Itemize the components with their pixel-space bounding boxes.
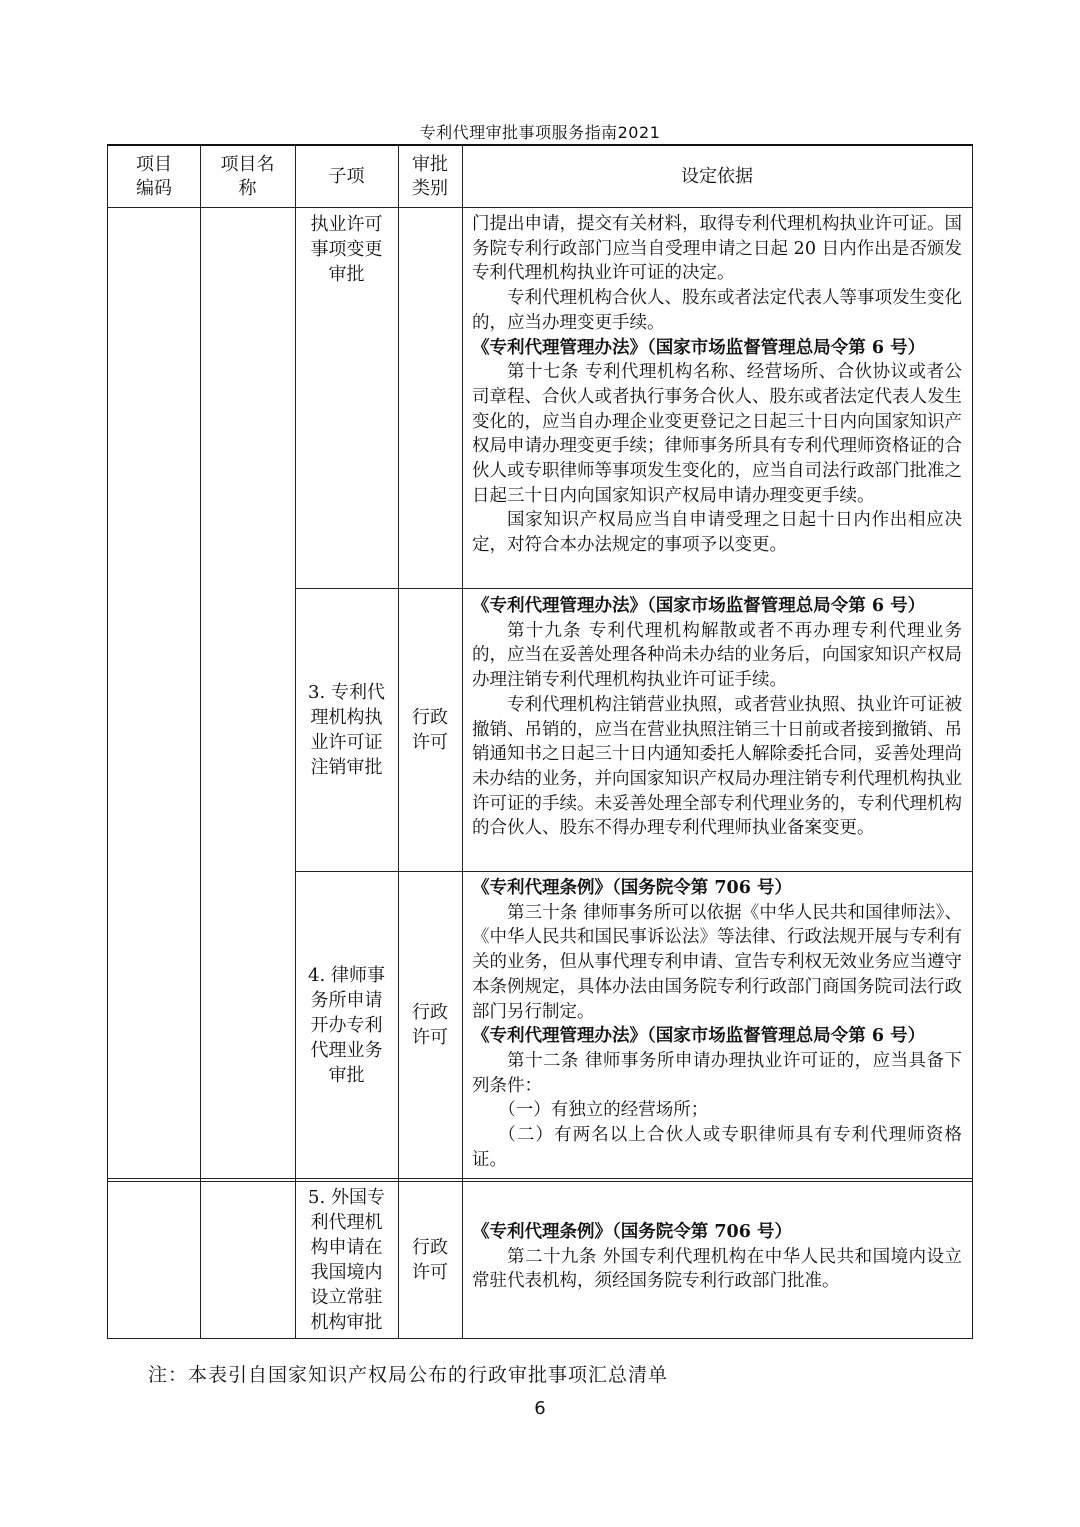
row-4-category-text: 行政许可 bbox=[412, 1237, 448, 1283]
row-2-basis bbox=[462, 594, 972, 841]
row-4-category bbox=[398, 1182, 462, 1338]
basis-paragraph: 《专利代理管理办法》（国家市场监督管理总局令第 6 号） bbox=[472, 337, 926, 358]
row-4-subitem-text: 5. 外国专利代理机构申请在我国境内设立常驻机构审批 bbox=[308, 1187, 385, 1333]
row-2-category bbox=[398, 589, 462, 871]
grid-line bbox=[107, 1181, 973, 1182]
row-3-subitem-text: 4. 律师事务所申请开办专利代理业务审批 bbox=[308, 964, 385, 1086]
row-1-category bbox=[398, 212, 462, 588]
col-header-name-label: 项目名称 bbox=[220, 153, 275, 199]
row-2-subitem bbox=[295, 589, 398, 871]
row-2-category-text: 行政许可 bbox=[412, 707, 448, 753]
row-2-subitem-text: 3. 专利代理机构执业许可证注销审批 bbox=[308, 682, 385, 778]
basis-paragraph: 《专利代理条例》（国务院令第 706 号） bbox=[472, 878, 792, 898]
grid-line bbox=[972, 146, 973, 1339]
grid-line bbox=[398, 146, 399, 1339]
row-1-basis bbox=[462, 212, 972, 558]
basis-paragraph: 第十二条 律师事务所申请办理执业许可证的，应当具备下列条件： bbox=[472, 1050, 962, 1096]
col-header-code-label: 项目编码 bbox=[136, 153, 172, 199]
basis-paragraph: 第十七条 专利代理机构名称、经营场所、合伙协议或者公司章程、合伙人或者执行事务合伙人、股东或者法定代表人发生变化的，应当自办理企业变更登记之日起三十日内向国家知识产权局申请办理变更手续；律师事务所具有专利代理师资格证的合伙人或专职律师等事项发生变化的，应当自司法行政部门批准之日起三十日内向国家知识产权局申请办理变更手续。 bbox=[472, 362, 962, 506]
col-header-subitem-label: 子项 bbox=[328, 165, 365, 187]
footnote: 注：本表引自国家知识产权局公布的行政审批事项汇总清单 bbox=[148, 1364, 669, 1386]
basis-paragraph: 专利代理机构合伙人、股东或者法定代表人等事项发生变化的，应当办理变更手续。 bbox=[472, 288, 962, 333]
grid-line bbox=[200, 146, 201, 1339]
basis-paragraph: 第十九条 专利代理机构解散或者不再办理专利代理业务的，应当在妥善处理各种尚未办结的业务后，向国家知识产权局办理注销专利代理机构执业许可证手续。 bbox=[472, 620, 962, 691]
row-3-subitem bbox=[295, 872, 398, 1178]
col-header-basis-label: 设定依据 bbox=[681, 165, 753, 187]
basis-paragraph: （二）有两名以上合伙人或专职律师具有专利代理师资格证。 bbox=[472, 1125, 962, 1170]
col-header-name bbox=[200, 146, 295, 207]
col-header-basis bbox=[462, 146, 972, 207]
basis-paragraph: 《专利代理管理办法》（国家市场监督管理总局令第 6 号） bbox=[472, 1026, 926, 1047]
col-header-category-label: 审批类别 bbox=[412, 153, 448, 199]
row-3-basis bbox=[462, 876, 972, 1172]
col-header-code bbox=[108, 146, 200, 207]
row-1-subitem-text: 执业许可事项变更审批 bbox=[310, 214, 383, 285]
row-3-category bbox=[398, 872, 462, 1178]
grid-line bbox=[462, 146, 463, 1339]
grid-line bbox=[107, 1178, 973, 1179]
basis-paragraph: 门提出申请，提交有关材料，取得专利代理机构执业许可证。国务院专利行政部门应当自受理申请之日起 20 日内作出是否颁发专利代理机构执业许可证的决定。 bbox=[472, 214, 962, 284]
grid-line bbox=[295, 871, 973, 872]
row-3-category-text: 行政许可 bbox=[412, 1002, 448, 1048]
grid-line bbox=[107, 1338, 973, 1339]
grid-line bbox=[295, 588, 973, 589]
basis-paragraph: 第三十条 律师事务所可以依据《中华人民共和国律师法》、《中华人民共和国民事诉讼法》等法律、行政法规开展与专利有关的业务，但从事代理专利申请、宣告专利权无效业务应当遵守本条例规定，具体办法由国务院专利行政部门商国务院司法行政部门另行制定。 bbox=[472, 902, 962, 1022]
col-header-subitem bbox=[295, 146, 398, 207]
grid-line bbox=[107, 207, 973, 208]
basis-paragraph: 《专利代理管理办法》（国家市场监督管理总局令第 6 号） bbox=[472, 596, 926, 616]
grid-line bbox=[107, 146, 108, 1339]
page-number: 6 bbox=[534, 1398, 546, 1419]
basis-paragraph: 第二十九条 外国专利代理机构在中华人民共和国境内设立常驻代表机构，须经国务院专利行政部门批准。 bbox=[472, 1246, 962, 1292]
col-header-category bbox=[398, 146, 462, 207]
row-1-subitem bbox=[295, 212, 398, 288]
row-4-subitem bbox=[295, 1182, 398, 1338]
basis-paragraph: 国家知识产权局应当自申请受理之日起十日内作出相应决定，对符合本办法规定的事项予以变更。 bbox=[472, 510, 962, 556]
row-4-basis bbox=[462, 1220, 972, 1294]
basis-paragraph: 《专利代理条例》（国务院令第 706 号） bbox=[472, 1222, 792, 1242]
basis-paragraph: 专利代理机构注销营业执照，或者营业执照、执业许可证被撤销、吊销的，应当在营业执照注销三十日前或者接到撤销、吊销通知书之日起三十日内通知委托人解除委托合同，妥善处理尚未办结的业务，并向国家知识产权局办理注销专利代理机构执业许可证的手续。未妥善处理全部专利代理业务的，专利代理机构的合伙人、股东不得办理专利代理师执业备案变更。 bbox=[472, 694, 962, 839]
basis-paragraph: （一）有独立的经营场所； bbox=[498, 1100, 709, 1121]
grid-line bbox=[295, 146, 296, 1339]
page-header-title: 专利代理审批事项服务指南2021 bbox=[419, 123, 661, 142]
